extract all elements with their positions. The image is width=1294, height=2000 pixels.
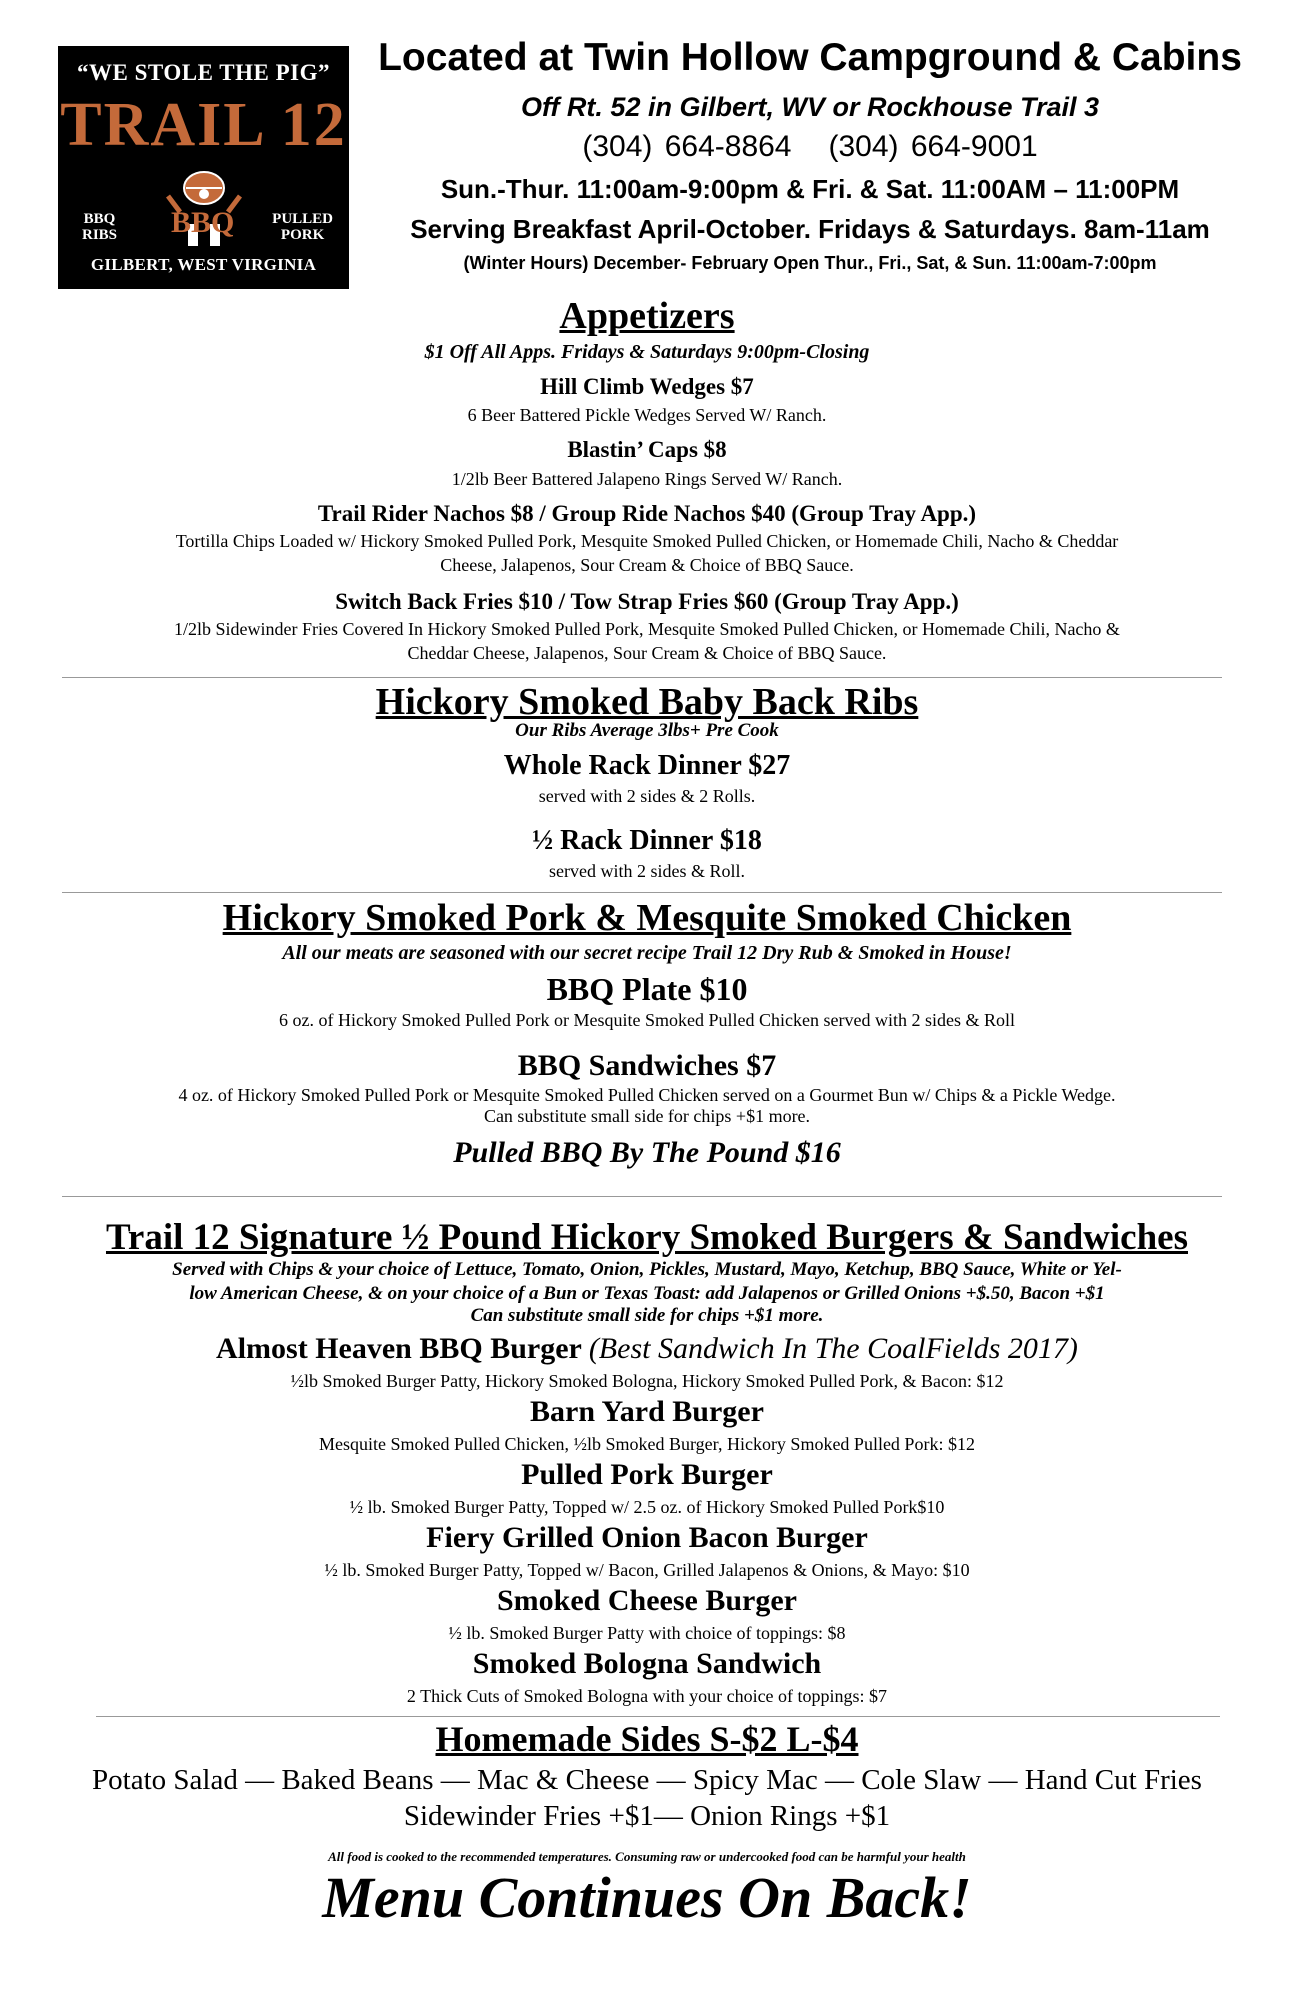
ribs-item-name: Whole Rack Dinner $27 (503, 750, 791, 781)
logo-title: TRAIL 12 (60, 91, 347, 159)
burgers-title: Trail 12 Signature ½ Pound Hickory Smoked Burgers & Sandwiches (105, 1217, 1188, 1258)
ribs-note: Our Ribs Average 3lbs+ Pre Cook (515, 720, 779, 741)
appetizer-desc: Cheese, Jalapenos, Sour Cream & Choice of BBQ Sauce. (440, 555, 854, 575)
burger-item-desc: ½lb Smoked Burger Patty, Hickory Smoked Bologna, Hickory Smoked Pulled Pork, & Bacon: $12 (290, 1371, 1004, 1391)
appetizer-name: Switch Back Fries $10 / Tow Strap Fries $60 (Group Tray App.) (335, 589, 959, 614)
section-divider (96, 1716, 1220, 1717)
food-safety-disclaimer: All food is cooked to the recommended temperatures. Consuming raw or undercooked food can be harmful your health (328, 1849, 966, 1864)
burger-item-name: Pulled Pork Burger (521, 1458, 773, 1491)
section-divider (62, 677, 1222, 678)
bbq-plate-name: BBQ Plate $10 (546, 971, 748, 1007)
pulled-bbq-by-pound: Pulled BBQ By The Pound $16 (453, 1136, 841, 1169)
ribs-item-desc: served with 2 sides & Roll. (549, 861, 745, 881)
burger-name: Almost Heaven BBQ Burger (216, 1332, 582, 1365)
appetizer-desc: 1/2lb Beer Battered Jalapeno Rings Served W/ Ranch. (451, 469, 843, 489)
phone-numbers: (304) 664-8864 (304) 664-9001 (582, 130, 1038, 163)
appetizer-name: Hill Climb Wedges $7 (540, 374, 754, 399)
burger-item-name: Fiery Grilled Onion Bacon Burger (426, 1521, 868, 1554)
appetizer-desc: 6 Beer Battered Pickle Wedges Served W/ Ranch. (467, 405, 827, 425)
burger-item-desc: ½ lb. Smoked Burger Patty, Topped w/ Bacon, Grilled Jalapenos & Onions, & Mayo: $10 (324, 1560, 970, 1580)
burger-item-desc: ½ lb. Smoked Burger Patty with choice of toppings: $8 (448, 1623, 846, 1643)
burger-award: (Best Sandwich In The CoalFields 2017) (588, 1332, 1078, 1365)
burgers-note: Served with Chips & your choice of Lettuce, Tomato, Onion, Pickles, Mustard, Mayo, Ketchup, BBQ Sauce, White or Yel- (172, 1259, 1122, 1280)
ribs-title: Hickory Smoked Baby Back Ribs (375, 681, 919, 723)
burger-item-name: Barn Yard Burger (530, 1395, 764, 1428)
logo-pork-label: PULLED PORK (272, 211, 333, 243)
burgers-note: Can substitute small side for chips +$1 more. (470, 1305, 824, 1326)
trail12-logo (58, 46, 349, 289)
burger-item-desc: ½ lb. Smoked Burger Patty, Topped w/ 2.5 oz. of Hickory Smoked Pulled Pork$10 (349, 1497, 945, 1517)
bbq-sandwiches-desc: Can substitute small side for chips +$1 more. (483, 1106, 811, 1126)
appetizer-name: Blastin’ Caps $8 (567, 437, 727, 462)
hours: Sun.-Thur. 11:00am-9:00pm & Fri. & Sat. 11:00AM – 11:00PM (440, 174, 1180, 204)
burger-item-name: Smoked Bologna Sandwich (472, 1647, 822, 1680)
appetizer-desc: 1/2lb Sidewinder Fries Covered In Hickory Smoked Pulled Pork, Mesquite Smoked Pulled Chicken, or Homemade Chili, Nacho & (174, 619, 1120, 639)
appetizers-title: Appetizers (559, 295, 735, 337)
location-heading: Located at Twin Hollow Campground & Cabins (378, 36, 1242, 79)
pork-chicken-title: Hickory Smoked Pork & Mesquite Smoked Chicken (222, 897, 1072, 939)
ribs-item-desc: served with 2 sides & 2 Rolls. (538, 786, 756, 806)
bbq-sandwiches-desc: 4 oz. of Hickory Smoked Pulled Pork or Mesquite Smoked Pulled Chicken served on a Gourmet Bun w/ Chips & a Pickle Wedge. (178, 1085, 1116, 1105)
burgers-note: low American Cheese, & on your choice of a Bun or Texas Toast: add Jalapenos or Grilled Onions +$.50, Bacon +$1 (189, 1283, 1105, 1304)
logo-ribs-label: BBQ RIBS (82, 211, 118, 243)
sides-title: Homemade Sides S-$2 L-$4 (435, 1719, 859, 1759)
burger-item-desc: 2 Thick Cuts of Smoked Bologna with your choice of toppings: $7 (406, 1686, 888, 1706)
menu-continues-banner: Menu Continues On Back! (322, 1865, 972, 1930)
bbq-sandwiches-name: BBQ Sandwiches $7 (517, 1049, 777, 1082)
sides-list: Potato Salad — Baked Beans — Mac & Cheese — Spicy Mac — Cole Slaw — Hand Cut Fries (92, 1764, 1202, 1796)
appetizer-name: Trail Rider Nachos $8 / Group Ride Nachos $40 (Group Tray App.) (317, 501, 977, 526)
burger-item-name (58, 1332, 1236, 1366)
logo-slogan: “WE STOLE THE PIG” (77, 60, 330, 85)
appetizer-desc: Tortilla Chips Loaded w/ Hickory Smoked Pulled Pork, Mesquite Smoked Pulled Chicken, or Homemade Chili, Nacho & Cheddar (175, 531, 1119, 551)
burger-item-desc: Mesquite Smoked Pulled Chicken, ½lb Smoked Burger, Hickory Smoked Pulled Pork: $12 (319, 1434, 975, 1454)
directions: Off Rt. 52 in Gilbert, WV or Rockhouse Trail 3 (520, 92, 1100, 122)
logo-footer: GILBERT, WEST VIRGINIA (90, 255, 317, 274)
breakfast-hours: Serving Breakfast April-October. Fridays & Saturdays. 8am-11am (410, 214, 1210, 244)
pork-chicken-note: All our meats are seasoned with our secret recipe Trail 12 Dry Rub & Smoked in House! (282, 942, 1012, 964)
sides-list: Sidewinder Fries +$1— Onion Rings +$1 (403, 1800, 891, 1832)
burger-item-name: Smoked Cheese Burger (497, 1584, 797, 1617)
appetizer-desc: Cheddar Cheese, Jalapenos, Sour Cream & Choice of BBQ Sauce. (407, 643, 887, 663)
bbq-plate-desc: 6 oz. of Hickory Smoked Pulled Pork or Mesquite Smoked Pulled Chicken served with 2 sides & Roll (279, 1010, 1015, 1030)
ribs-item-name: ½ Rack Dinner $18 (532, 825, 762, 856)
section-divider (62, 1196, 1222, 1197)
logo-bbq: BBQ (171, 206, 235, 239)
winter-hours: (Winter Hours) December- February Open Thur., Fri., Sat, & Sun. 11:00am-7:00pm (463, 253, 1157, 273)
section-divider (62, 892, 1222, 893)
appetizers-note: $1 Off All Apps. Fridays & Saturdays 9:00pm-Closing (424, 341, 870, 363)
